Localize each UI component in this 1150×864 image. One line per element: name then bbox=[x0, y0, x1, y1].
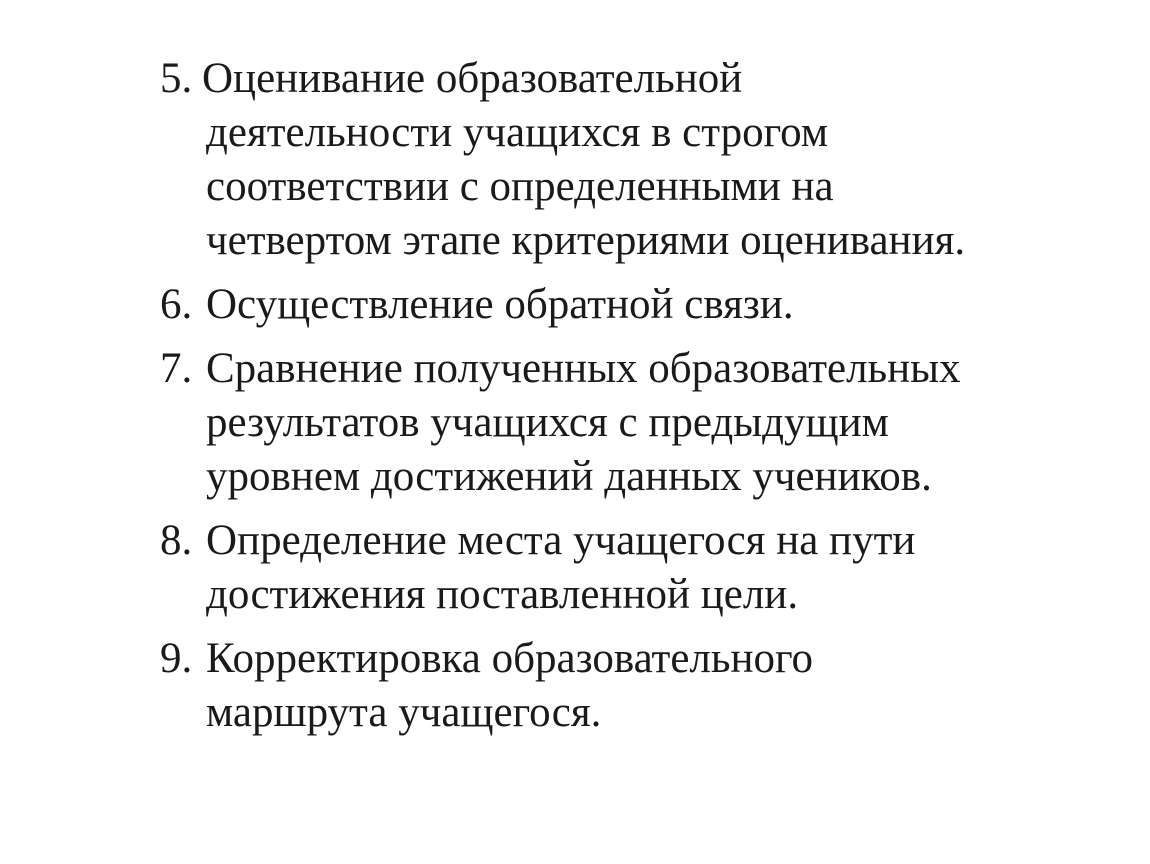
list-item bbox=[160, 632, 1135, 740]
item-text-line: Корректировка образовательного bbox=[206, 635, 814, 682]
item-text-line: Определение места учащегося на пути bbox=[206, 517, 916, 564]
item-number: 6. bbox=[160, 281, 193, 328]
item-text-line: Оценивание образовательной bbox=[202, 55, 743, 102]
item-text-line: соответствии с определенными на bbox=[206, 163, 834, 210]
steps-list bbox=[160, 52, 1135, 750]
item-text-line: уровнем достижений данных учеников. bbox=[206, 453, 932, 500]
item-text-line: Осуществление обратной связи. bbox=[206, 281, 794, 328]
list-item bbox=[160, 278, 1135, 332]
item-text-line: результатов учащихся с предыдущим bbox=[206, 399, 889, 446]
item-text-line: деятельности учащихся в строгом bbox=[206, 109, 829, 156]
item-number: 8. bbox=[160, 517, 193, 564]
item-text-line: четвертом этапе критериями оценивания. bbox=[206, 217, 966, 264]
item-number: 7. bbox=[160, 345, 193, 392]
item-text-line: маршрута учащегося. bbox=[206, 689, 602, 736]
item-number: 9. bbox=[160, 635, 193, 682]
list-item bbox=[160, 514, 1135, 622]
item-text-line: достижения поставленной цели. bbox=[206, 571, 799, 618]
list-item bbox=[160, 342, 1135, 504]
item-text-line: Сравнение полученных образовательных bbox=[206, 345, 961, 392]
list-item bbox=[160, 52, 1135, 268]
item-number: 5. bbox=[160, 55, 193, 102]
